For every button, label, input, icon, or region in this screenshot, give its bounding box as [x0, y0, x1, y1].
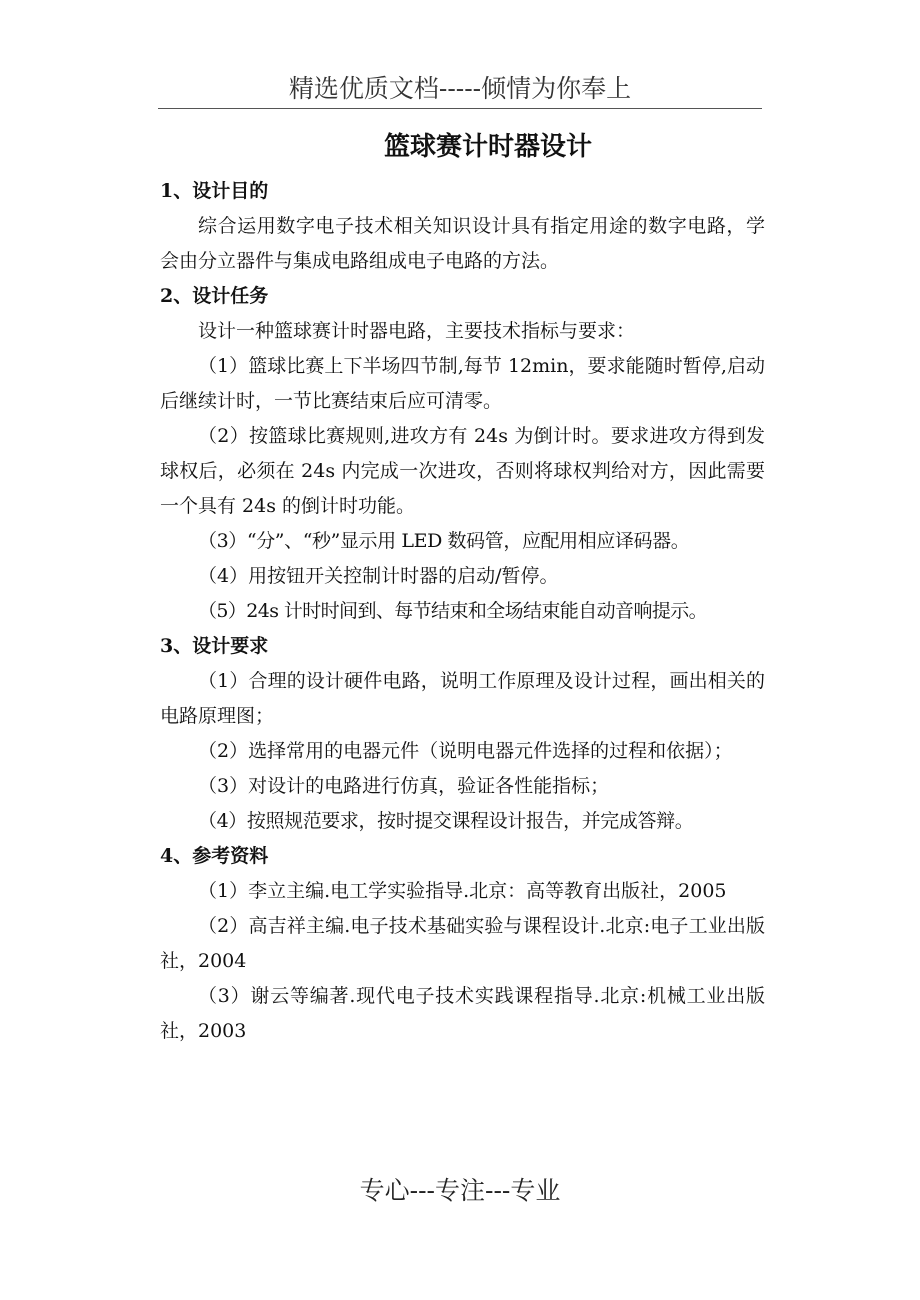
header-divider: [158, 108, 762, 109]
page-header: 精选优质文档-----倾情为你奉上: [288, 74, 632, 103]
paragraph: 综合运用数字电子技术相关知识设计具有指定用途的数字电路，学会由分立器件与集成电路组成电子电路的方法。: [160, 215, 765, 272]
list-item: （2）选择常用的电器元件（说明电器元件选择的过程和依据）；: [198, 740, 733, 762]
section-heading-requirements: 3、设计要求: [160, 635, 269, 657]
page-footer: 专心---专注---专业: [359, 1176, 561, 1205]
list-item: （4）按照规范要求，按时提交课程设计报告，并完成答辩。: [198, 810, 694, 832]
document-body: [160, 174, 765, 1049]
section-heading-task: 2、设计任务: [160, 285, 269, 307]
list-item: （1）合理的设计硬件电路，说明工作原理及设计过程，画出相关的电路原理图；: [160, 670, 765, 727]
reference-item: （2）高吉祥主编.电子技术基础实验与课程设计.北京:电子工业出版社，2004: [160, 915, 765, 972]
document-title: 篮球赛计时器设计: [383, 132, 592, 162]
paragraph: 设计一种篮球赛计时器电路，主要技术指标与要求：: [198, 320, 636, 342]
reference-item: （3）谢云等编著.现代电子技术实践课程指导.北京:机械工业出版社，2003: [160, 985, 765, 1042]
list-item: （2）按篮球比赛规则,进攻方有 24s 为倒计时。要求进攻方得到发球权后，必须在 24s 内完成一次进攻，否则将球权判给对方，因此需要一个具有 24s 的倒计时功能。: [160, 425, 765, 517]
reference-item: （1）李立主编.电工学实验指导.北京：高等教育出版社，2005: [198, 880, 727, 902]
list-item: （1）篮球比赛上下半场四节制,每节 12min，要求能随时暂停,启动后继续计时，一节比赛结束后应可清零。: [160, 355, 765, 412]
section-heading-purpose: 1、设计目的: [160, 180, 269, 202]
section-heading-references: 4、参考资料: [160, 845, 269, 867]
list-item: （3）对设计的电路进行仿真，验证各性能指标；: [198, 775, 610, 797]
list-item: （3）“分”、“秒”显示用 LED 数码管，应配用相应译码器。: [198, 530, 690, 552]
list-item: （5）24s 计时时间到、每节结束和全场结束能自动音响提示。: [198, 600, 708, 622]
list-item: （4）用按钮开关控制计时器的启动/暂停。: [198, 565, 559, 587]
